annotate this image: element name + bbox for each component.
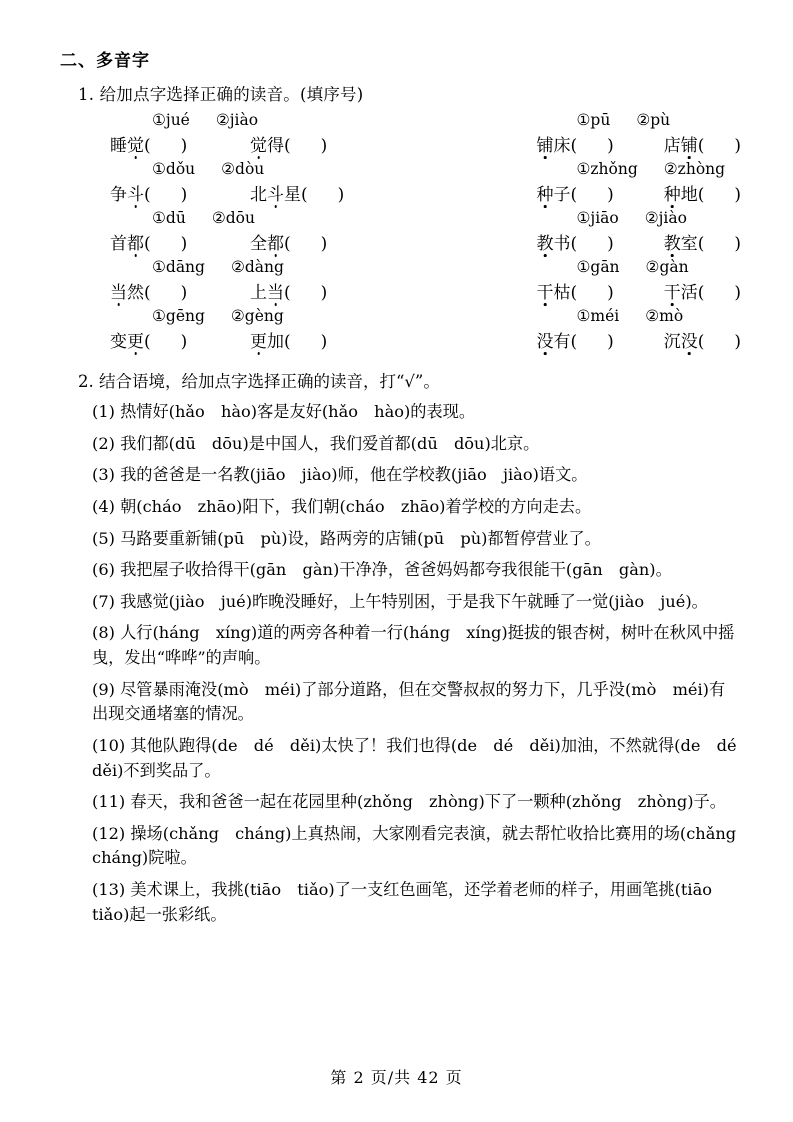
polyphone-cell <box>52 258 397 307</box>
dotted-char: 种 <box>664 180 681 205</box>
word-entry[interactable]: 更加( ) <box>250 327 327 352</box>
option-item: ②pù <box>636 111 671 129</box>
sentence-item[interactable]: (7) 我感觉(jiào jué)昨晚没睡好，上午特别困，于是我下午就睡了一觉(jiào jué)。 <box>92 591 708 611</box>
word-entry[interactable]: 睡觉( ) <box>110 131 250 156</box>
dotted-char: 觉 <box>127 131 144 156</box>
word-entry[interactable]: 干活( ) <box>664 278 741 303</box>
dotted-char: 干 <box>664 278 681 303</box>
option-item: ②dòu <box>221 160 265 178</box>
option-item: ②zhòng <box>663 160 726 178</box>
dotted-char: 没 <box>537 327 554 352</box>
dotted-char: 斗 <box>127 180 144 205</box>
option-item: ②jiào <box>215 111 259 129</box>
sentence-item[interactable]: (13) 美术课上，我挑(tiāo tiǎo)了一支红色画笔，还学着老师的样子，用画笔挑(tiāo tiǎo)起一张彩纸。 <box>92 880 729 924</box>
option-item: ②mò <box>645 307 684 325</box>
option-item: ②dōu <box>211 209 255 227</box>
section-title: 二、多音字 <box>60 51 150 71</box>
word-entry[interactable]: 教书( ) <box>537 229 664 254</box>
option-list <box>397 209 742 227</box>
dotted-char: 铺 <box>681 131 698 156</box>
word-list <box>52 229 397 254</box>
option-list <box>52 307 397 325</box>
option-item: ②gàn <box>645 258 689 276</box>
polyphone-grid <box>52 111 741 356</box>
sentence-item[interactable]: (12) 操场(chǎng cháng)上真热闹，大家刚看完表演，就去帮忙收拾比赛用的场(chǎng cháng)院啦。 <box>92 823 753 868</box>
sentence-item[interactable]: (2) 我们都(dū dōu)是中国人，我们爱首都(dū dōu)北京。 <box>92 433 540 453</box>
dotted-char: 没 <box>681 327 698 352</box>
polyphone-cell <box>397 160 742 209</box>
word-list <box>397 278 742 303</box>
word-entry[interactable]: 铺床( ) <box>537 131 664 156</box>
dotted-char: 当 <box>110 278 127 303</box>
option-list <box>397 258 742 276</box>
question-1-prompt: 1. 给加点字选择正确的读音。(填序号) <box>78 85 364 104</box>
option-item: ①dāng <box>152 258 205 276</box>
word-entry[interactable]: 教室( ) <box>664 229 741 254</box>
word-entry[interactable]: 店铺( ) <box>664 131 741 156</box>
word-list <box>397 180 742 205</box>
option-item: ①gān <box>576 258 620 276</box>
dotted-char: 更 <box>127 327 144 352</box>
word-list <box>52 278 397 303</box>
word-list <box>52 180 397 205</box>
dotted-char: 教 <box>664 229 681 254</box>
word-list <box>52 131 397 156</box>
polyphone-row <box>52 160 741 209</box>
option-item: ①dǒu <box>152 160 196 178</box>
polyphone-cell <box>397 307 742 356</box>
polyphone-row <box>52 209 741 258</box>
option-item: ①gēng <box>152 307 205 325</box>
polyphone-row <box>52 307 741 356</box>
polyphone-cell <box>397 258 742 307</box>
polyphone-cell <box>52 111 397 160</box>
word-entry[interactable]: 没有( ) <box>537 327 664 352</box>
sentence-item[interactable]: (5) 马路要重新铺(pū pù)设，路两旁的店铺(pū pù)都暂停营业了。 <box>92 528 601 548</box>
option-item: ①méi <box>576 307 620 325</box>
question-2-prompt: 2. 结合语境，给加点字选择正确的读音，打“√”。 <box>78 372 440 391</box>
word-list <box>397 327 742 352</box>
word-entry[interactable]: 争斗( ) <box>110 180 250 205</box>
polyphone-cell <box>52 160 397 209</box>
option-item: ①jué <box>152 111 190 129</box>
word-entry[interactable]: 上当( ) <box>250 278 327 303</box>
dotted-char: 当 <box>267 278 284 303</box>
word-list <box>52 327 397 352</box>
word-entry[interactable]: 种地( ) <box>664 180 741 205</box>
option-list <box>52 111 397 129</box>
word-entry[interactable]: 全都( ) <box>250 229 327 254</box>
option-list <box>397 111 742 129</box>
sentence-item[interactable]: (3) 我的爸爸是一名教(jiāo jiào)师，他在学校教(jiāo jiào)语文。 <box>92 465 588 485</box>
polyphone-cell <box>52 307 397 356</box>
sentence-item[interactable]: (6) 我把屋子收拾得干(gān gàn)干净净，爸爸妈妈都夸我很能干(gān gàn)。 <box>92 560 672 580</box>
option-item: ①zhǒng <box>576 160 638 178</box>
option-item: ①pū <box>576 111 611 129</box>
dotted-char: 教 <box>537 229 554 254</box>
option-list <box>397 160 742 178</box>
sentence-list <box>52 400 753 927</box>
sentence-item[interactable]: (10) 其他队跑得(de dé děi)太快了！我们也得(de dé děi)加油，不然就得(de dé děi)不到奖品了。 <box>92 735 753 780</box>
option-list <box>52 160 397 178</box>
sentence-item[interactable]: (4) 朝(cháo zhāo)阳下，我们朝(cháo zhāo)着学校的方向走去。 <box>92 496 592 516</box>
word-entry[interactable]: 北斗星( ) <box>250 180 344 205</box>
word-entry[interactable]: 首都( ) <box>110 229 250 254</box>
page-footer: 第 2 页/共 42 页 <box>330 1068 463 1087</box>
word-entry[interactable]: 当然( ) <box>110 278 250 303</box>
option-item: ②gèng <box>230 307 284 325</box>
dotted-char: 干 <box>537 278 554 303</box>
polyphone-row <box>52 111 741 160</box>
option-item: ②jiào <box>644 209 687 227</box>
dotted-char: 铺 <box>537 131 554 156</box>
option-list <box>52 209 397 227</box>
word-entry[interactable]: 干枯( ) <box>537 278 664 303</box>
word-entry[interactable]: 种子( ) <box>537 180 664 205</box>
word-entry[interactable]: 沉没( ) <box>664 327 741 352</box>
dotted-char: 种 <box>537 180 554 205</box>
word-entry[interactable]: 变更( ) <box>110 327 250 352</box>
polyphone-cell <box>397 209 742 258</box>
option-item: ①jiāo <box>576 209 619 227</box>
dotted-char: 都 <box>127 229 144 254</box>
word-list <box>397 229 742 254</box>
polyphone-cell <box>397 111 742 160</box>
sentence-item[interactable]: (8) 人行(háng xíng)道的两旁各种着一行(háng xíng)挺拔的银杏树，树叶在秋风中摇曳，发出“哗哗”的声响。 <box>92 623 735 667</box>
polyphone-cell <box>52 209 397 258</box>
polyphone-row <box>52 258 741 307</box>
sentence-item[interactable]: (1) 热情好(hǎo hào)客是友好(hǎo hào)的表现。 <box>92 402 476 421</box>
dotted-char: 觉 <box>250 131 267 156</box>
option-list <box>52 258 397 276</box>
sentence-item[interactable]: (11) 春天，我和爸爸一起在花园里种(zhǒng zhòng)下了一颗种(zhǒng zhòng)子。 <box>92 792 726 812</box>
option-item: ②dàng <box>230 258 284 276</box>
word-entry[interactable]: 觉得( ) <box>250 131 327 156</box>
sentence-item[interactable]: (9) 尽管暴雨淹没(mò méi)了部分道路，但在交警叔叔的努力下，几乎没(mò méi)有出现交通堵塞的情况。 <box>92 679 726 724</box>
dotted-char: 都 <box>267 229 284 254</box>
word-list <box>397 131 742 156</box>
dotted-char: 斗 <box>267 180 284 205</box>
option-list <box>397 307 742 325</box>
dotted-char: 更 <box>250 327 267 352</box>
option-item: ①dū <box>152 209 186 227</box>
